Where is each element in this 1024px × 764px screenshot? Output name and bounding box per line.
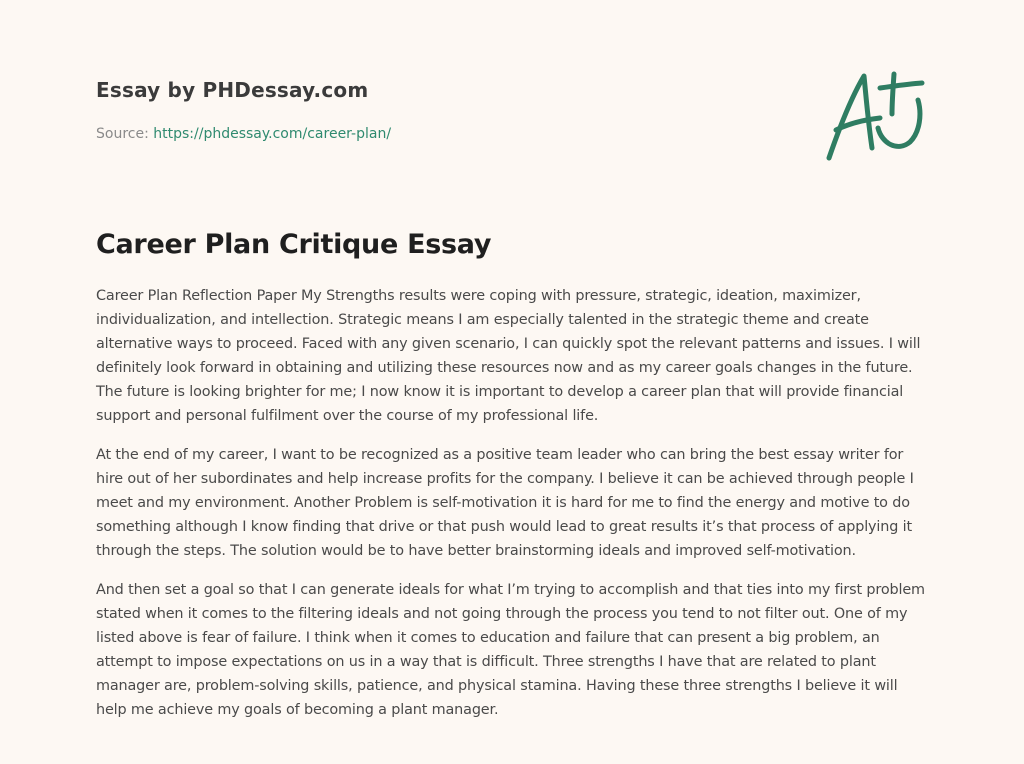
source-link[interactable]: https://phdessay.com/career-plan/ [153, 126, 392, 142]
source-line [96, 124, 796, 144]
page-header [96, 76, 796, 144]
source-label: Source: [96, 126, 149, 142]
essay-paragraph-2: At the end of my career, I want to be recognized as a positive team leader who can bring the best essay writer for hire out of her subordinates and help increase profits for the company. I believe it can be achieved through people I meet and my environment. Another Problem is self-motivation it is hard for me to find the energy and motive to do something although I know finding that drive or that push would lead to great results it’s that process of applying it through the steps. The solution would be to have better brainstorming ideals and improved self-motivation. [96, 447, 914, 559]
site-title: Essay by PHDessay.com [96, 78, 369, 102]
essay-paragraph-1: Career Plan Reflection Paper My Strengths results were coping with pressure, strategic, ideation, maximizer, individualization, and intellection. Strategic means I am especially talented in the strategic theme and create alternative ways to proceed. Faced with any given scenario, I can quickly spot the relevant patterns and issues. I will definitely look forward in obtaining and utilizing these resources now and as my career goals changes in the future. The future is looking brighter for me; I now know it is important to develop a career plan that will provide financial support and personal fulfilment over the course of my professional life. [96, 288, 921, 424]
a-plus-logo [822, 66, 932, 166]
essay-content [96, 228, 930, 737]
essay-title: Career Plan Critique Essay [96, 229, 492, 260]
essay-paragraph-3: And then set a goal so that I can generate ideals for what I’m trying to accomplish and that ties into my first problem stated when it comes to the filtering ideals and not going through the process you tend to not filter out. One of my listed above is fear of failure. I think when it comes to education and failure that can present a big problem, an attempt to impose expectations on us in a way that is difficult. Three strengths I have that are related to plant manager are, problem-solving skills, patience, and physical stamina. Having these three strengths I believe it will help me achieve my goals of becoming a plant manager. [96, 582, 925, 718]
